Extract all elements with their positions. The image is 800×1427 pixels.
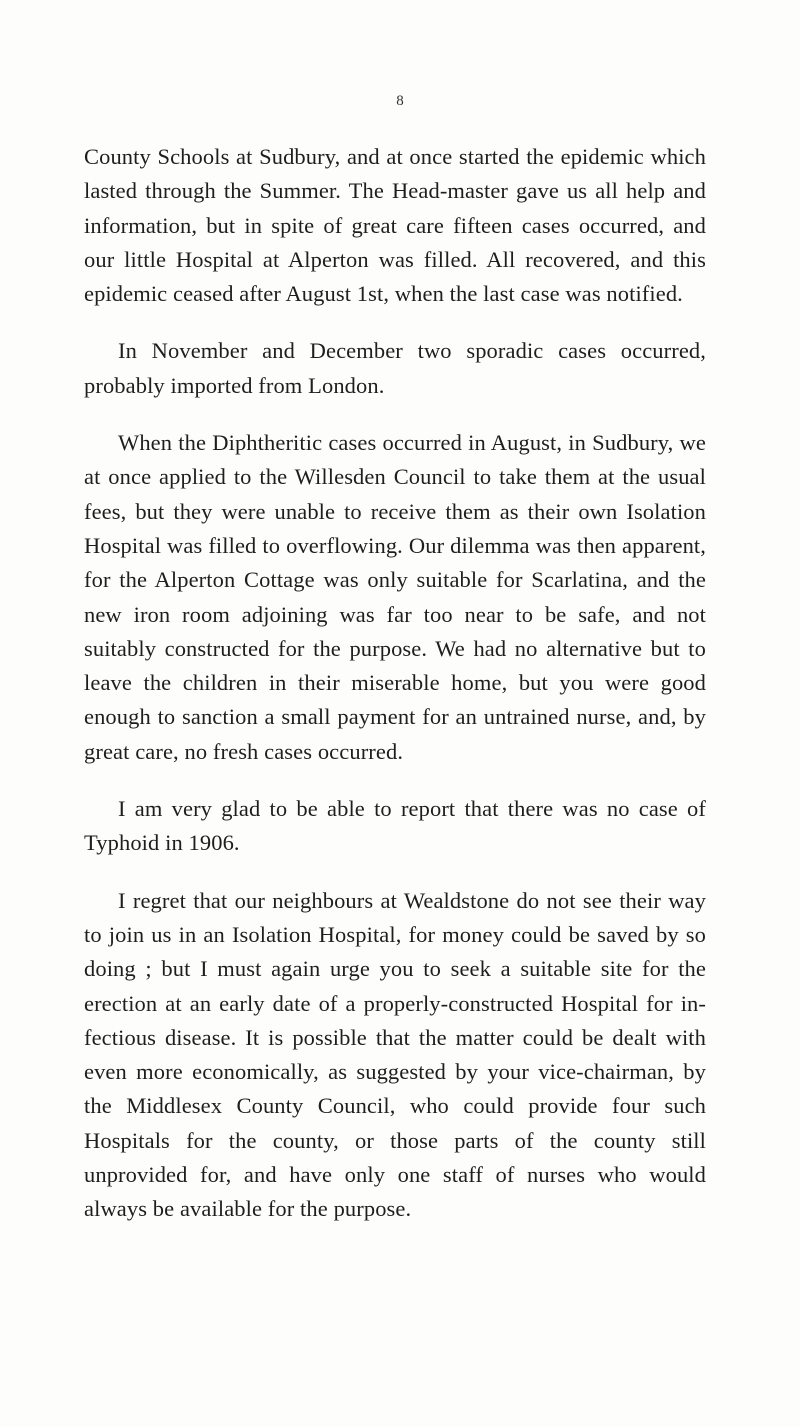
paragraph-sudbury-epidemic: County Schools at Sudbury, and at once started the epidemic which lasted through the Summer. The Head-master gave us all help and information, but in spite of great care fifteen cases occurred, and our little Hospital at Alperton was filled. All recovered, and this epidemic ceased after August 1st, when the last case was notified.	[84, 144, 706, 307]
paragraph-typhoid: I am very glad to be able to report that there was no case of Typhoid in 1906.	[84, 796, 706, 856]
paragraph-isolation-hospital: I regret that our neighbours at Wealdstone do not see their way to join us in an Isolation Hospital, for money could be saved by so doing ; but I must again urge you to seek a suitable site for the erection at an early date of a properly-constructed Hospital for in-fectious disease. It is possible that the matter could be dealt with even more economically, as suggested by your vice-chairman, by the Middlesex County Council, who could provide four such Hospitals for the county, or those parts of the county still unprovided for, and have only one staff of nurses who would always be available for the purpose.	[84, 887, 706, 1222]
page-number: 8	[396, 93, 404, 109]
body-text	[84, 140, 706, 1250]
paragraph-sporadic-cases: In November and December two sporadic cases occurred, probably imported from London.	[84, 338, 706, 398]
paragraph-diphtheria-cases: When the Diphtheritic cases occurred in August, in Sudbury, we at once applied to the Willesden Council to take them at the usual fees, but they were unable to receive them as their own Isolation Hospital was filled to overflowing. Our dilemma was then apparent, for the Alperton Cottage was only suitable for Scarlatina, and the new iron room adjoining was far too near to be safe, and not suitably constructed for the purpose. We had no alternative but to leave the children in their miserable home, but you were good enough to sanction a small payment for an untrained nurse, and, by great care, no fresh cases occurred.	[84, 430, 706, 764]
